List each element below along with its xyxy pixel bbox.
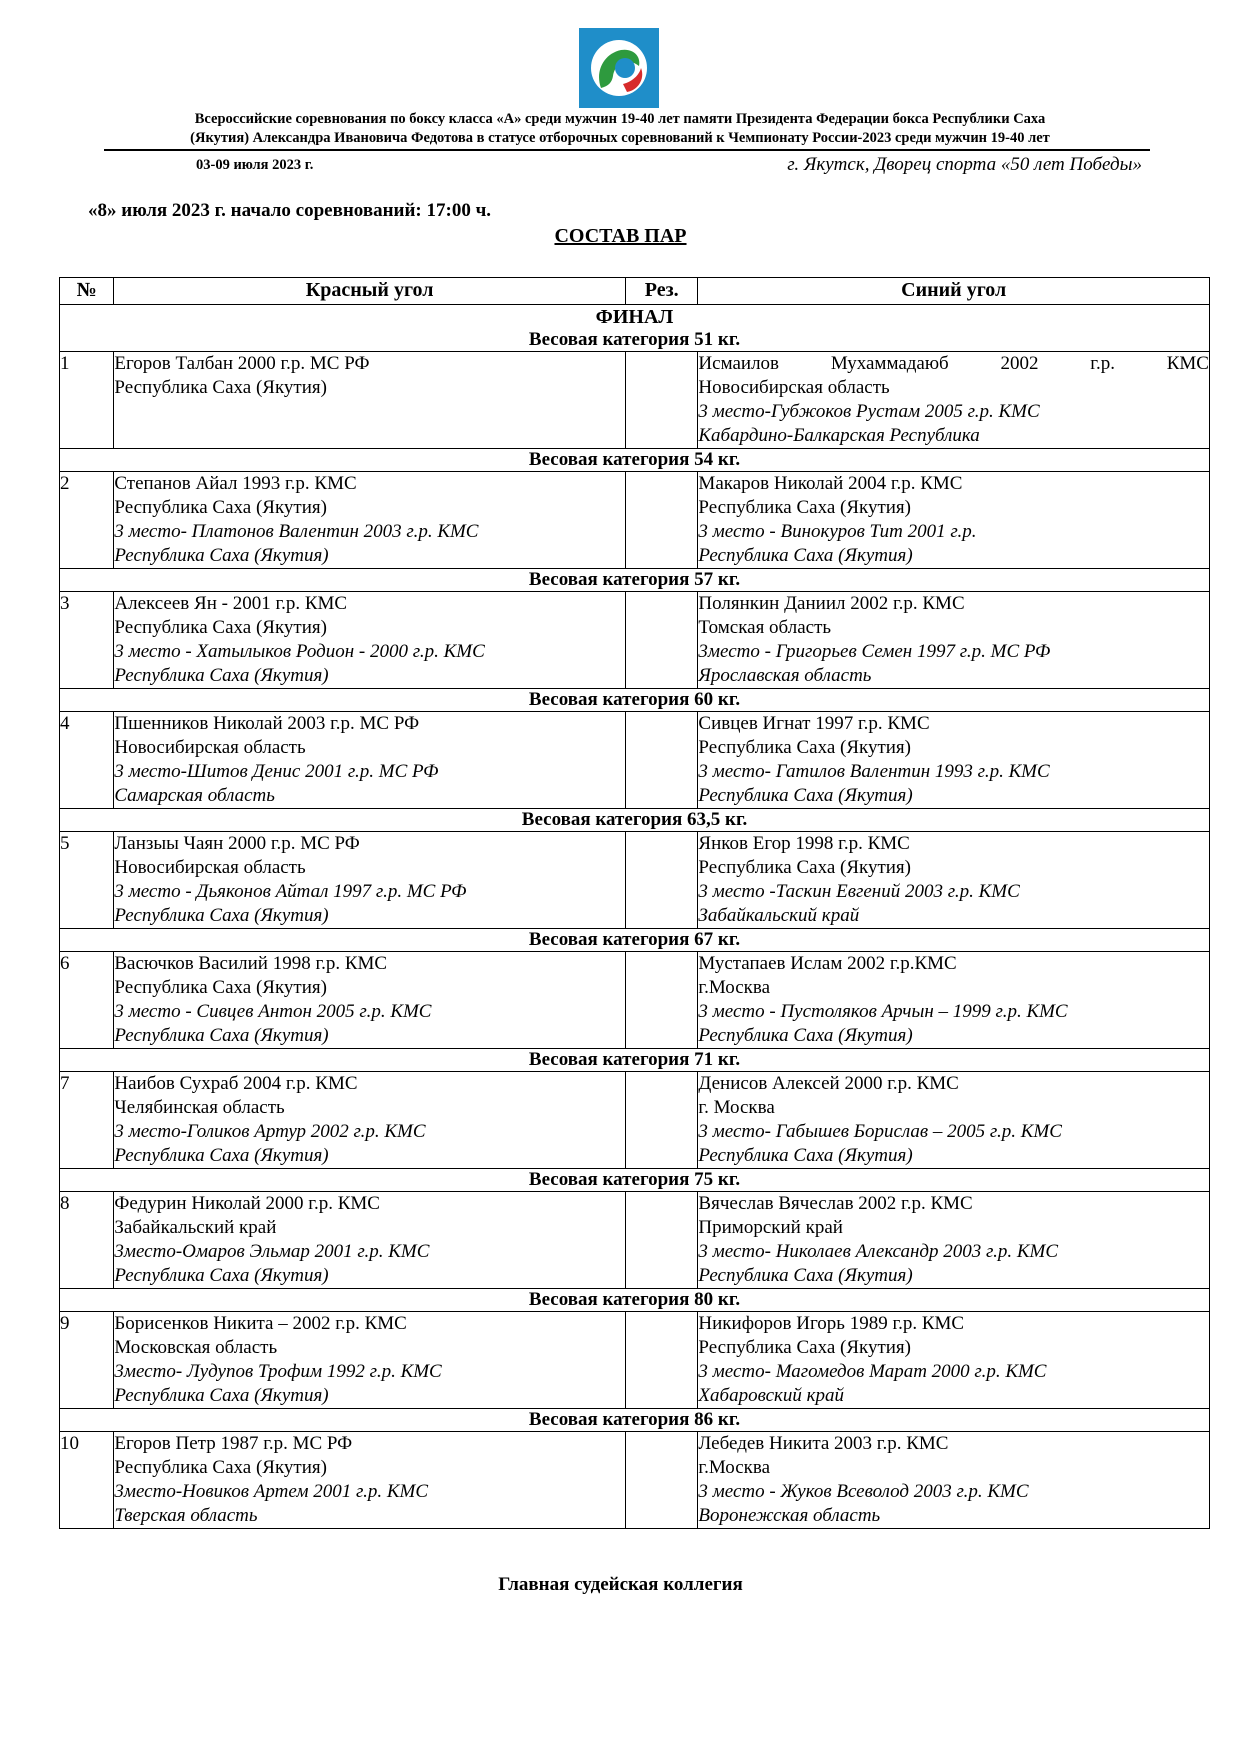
weight-category-row [60,329,1210,352]
red-corner-boxer-line: Егоров Талбан 2000 г.р. МС РФ [114,353,370,374]
result-cell[interactable] [625,952,698,1049]
blue-corner-boxer-line: Янков Егор 1998 г.р. КМС [698,833,910,854]
blue-corner-cell [698,1312,1210,1409]
competition-dates: 03-09 июля 2023 г. [196,157,314,173]
blue-corner-boxer-line: Сивцев Игнат 1997 г.р. КМС [698,713,930,734]
weight-category-row [60,1409,1210,1432]
red-corner-boxer-line: Васючков Василий 1998 г.р. КМС [114,953,388,974]
blue-corner-cell [698,1072,1210,1169]
red-corner-third-place-line: Самарская область [114,785,275,806]
red-corner-boxer-line: Республика Саха (Якутия) [114,497,327,518]
red-corner-third-place-line: 3 место - Дьяконов Айтал 1997 г.р. МС РФ [114,881,467,902]
blue-corner-boxer-line: Республика Саха (Якутия) [698,857,912,878]
competition-title [100,110,1140,148]
bout-row [60,952,1210,1049]
stage-row [60,305,1210,330]
blue-corner-third-place-line: 3 место- Магомедов Марат 2000 г.р. КМС [698,1361,1047,1382]
weight-category-row [60,689,1210,712]
blue-corner-boxer-line: Мустапаев Ислам 2002 г.р.КМС [698,953,957,974]
bout-number: 10 [60,1432,114,1529]
competition-title-line1: Всероссийские соревнования по боксу класса «А» среди мужчин 19-40 лет памяти Президента Федерации бокса Республики Саха [194,111,1046,127]
red-corner-cell [114,592,626,689]
weight-category-row [60,569,1210,592]
bout-number: 9 [60,1312,114,1409]
red-corner-cell [114,1312,626,1409]
weight-category-label: Весовая категория 57 кг. [60,569,1210,592]
red-corner-boxer-line: Республика Саха (Якутия) [114,1457,327,1478]
blue-corner-third-place-line: 3 место- Гатилов Валентин 1993 г.р. КМС [698,761,1050,782]
red-corner-third-place-line: Тверская область [114,1505,258,1526]
red-corner-third-place-line: Республика Саха (Якутия) [114,905,329,926]
weight-category-label: Весовая категория 67 кг. [60,929,1210,952]
bout-number: 6 [60,952,114,1049]
header-number: № [60,278,114,305]
chief-judges-panel: Главная судейская коллегия [498,1574,743,1595]
bout-number: 5 [60,832,114,929]
red-corner-boxer-line: Егоров Петр 1987 г.р. МС РФ [114,1433,353,1454]
weight-category-row [60,1289,1210,1312]
bout-row [60,832,1210,929]
weight-category-row [60,1049,1210,1072]
red-corner-boxer-line: Федурин Николай 2000 г.р. КМС [114,1193,380,1214]
blue-corner-third-place-line: 3 место- Николаев Александр 2003 г.р. КМС [698,1241,1059,1262]
red-corner-boxer-line: Республика Саха (Якутия) [114,977,327,998]
blue-corner-third-place-line: 3 место-Губжоков Рустам 2005 г.р. КМС [698,401,1040,422]
bout-row [60,472,1210,569]
red-corner-boxer-line: Алексеев Ян - 2001 г.р. КМС [114,593,348,614]
red-corner-boxer-line: Челябинская область [114,1097,285,1118]
bout-number: 3 [60,592,114,689]
weight-category-label: Весовая категория 51 кг. [60,329,1210,352]
result-cell[interactable] [625,352,698,449]
weight-category-label: Весовая категория 54 кг. [60,449,1210,472]
red-corner-third-place-line: 3 место-Шитов Денис 2001 г.р. МС РФ [114,761,439,782]
weight-category-label: Весовая категория 71 кг. [60,1049,1210,1072]
blue-corner-boxer-line: Денисов Алексей 2000 г.р. КМС [698,1073,959,1094]
header-divider [104,149,1150,151]
header-red-corner: Красный угол [114,278,626,305]
red-corner-cell [114,832,626,929]
bout-number: 7 [60,1072,114,1169]
red-corner-boxer-line: Борисенков Никита – 2002 г.р. КМС [114,1313,407,1334]
blue-corner-boxer-line: Никифоров Игорь 1989 г.р. КМС [698,1313,965,1334]
blue-corner-third-place-line: Республика Саха (Якутия) [698,1265,913,1286]
red-corner-boxer-line: Наибов Сухраб 2004 г.р. КМС [114,1073,358,1094]
red-corner-cell [114,1432,626,1529]
weight-category-row [60,1169,1210,1192]
header-blue-corner: Синий угол [698,278,1210,305]
red-corner-third-place-line: 3место-Новиков Артем 2001 г.р. КМС [114,1481,428,1502]
blue-corner-third-place-line: Республика Саха (Якутия) [698,545,913,566]
red-corner-third-place-line: 3место- Лудупов Трофим 1992 г.р. КМС [114,1361,442,1382]
bout-row [60,1192,1210,1289]
bout-number: 1 [60,352,114,449]
blue-corner-boxer-line: Республика Саха (Якутия) [698,737,912,758]
red-corner-third-place-line: Республика Саха (Якутия) [114,545,329,566]
blue-corner-third-place-line: 3 место -Таскин Евгений 2003 г.р. КМС [698,881,1020,902]
bout-row [60,1312,1210,1409]
blue-corner-cell [698,592,1210,689]
red-corner-cell [114,472,626,569]
blue-corner-boxer-word: Мухаммадаюб [830,353,949,374]
blue-corner-cell [698,952,1210,1049]
blue-corner-cell [698,712,1210,809]
weight-category-label: Весовая категория 86 кг. [60,1409,1210,1432]
blue-corner-boxer-word: 2002 [1000,353,1039,374]
red-corner-boxer-line: Новосибирская область [114,737,306,758]
federation-logo [579,28,659,108]
blue-corner-third-place-line: Воронежская область [698,1505,881,1526]
blue-corner-cell [698,1192,1210,1289]
weight-category-row [60,809,1210,832]
blue-corner-cell [698,1432,1210,1529]
blue-corner-boxer-line: Лебедев Никита 2003 г.р. КМС [698,1433,949,1454]
blue-corner-boxer-line: Макаров Николай 2004 г.р. КМС [698,473,963,494]
red-corner-boxer-line: Новосибирская область [114,857,306,878]
weight-category-label: Весовая категория 60 кг. [60,689,1210,712]
blue-corner-third-place-line: Республика Саха (Якутия) [698,785,913,806]
header-result: Рез. [625,278,698,305]
blue-corner-cell [698,352,1210,449]
bout-number: 2 [60,472,114,569]
blue-corner-cell [698,832,1210,929]
pairs-table [59,277,1210,1529]
blue-corner-third-place-line: Республика Саха (Якутия) [698,1145,913,1166]
result-cell[interactable] [625,592,698,689]
blue-corner-boxer-line: Томская область [698,617,832,638]
red-corner-boxer-line: Республика Саха (Якутия) [114,377,327,398]
red-corner-cell [114,712,626,809]
result-cell[interactable] [625,472,698,569]
competition-venue: г. Якутск, Дворец спорта «50 лет Победы» [787,154,1142,175]
red-corner-third-place-line: 3 место-Голиков Артур 2002 г.р. КМС [114,1121,426,1142]
blue-corner-third-place-line: 3 место - Пустоляков Арчын – 1999 г.р. КМС [698,1001,1068,1022]
blue-corner-third-place-line: Хабаровский край [698,1385,845,1406]
blue-corner-boxer-line: Республика Саха (Якутия) [698,497,912,518]
day-start-time: «8» июля 2023 г. начало соревнований: 17:00 ч. [88,200,492,221]
red-corner-third-place-line: Республика Саха (Якутия) [114,1145,329,1166]
red-corner-boxer-line: Республика Саха (Якутия) [114,617,327,638]
red-corner-boxer-line: Московская область [114,1337,278,1358]
bout-row [60,712,1210,809]
blue-corner-boxer-line: г.Москва [698,1457,771,1478]
blue-corner-third-place-line: 3 место - Жуков Всеволод 2003 г.р. КМС [698,1481,1029,1502]
competition-title-line2: (Якутия) Александра Ивановича Федотова в статусе отборочных соревнований к Чемпионату России-2023 среди мужчин 19-40 лет [190,130,1050,146]
weight-category-row [60,929,1210,952]
blue-corner-boxer-word: КМС [1166,353,1209,374]
blue-corner-third-place-line: 3место - Григорьев Семен 1997 г.р. МС РФ [698,641,1051,662]
result-cell[interactable] [625,1072,698,1169]
blue-corner-boxer-line: г.Москва [698,977,771,998]
blue-corner-boxer-line: Республика Саха (Якутия) [698,1337,912,1358]
red-corner-boxer-line: Забайкальский край [114,1217,277,1238]
table-header-row [60,278,1210,305]
blue-corner-boxer-line: г. Москва [698,1097,775,1118]
red-corner-cell [114,952,626,1049]
bout-number: 8 [60,1192,114,1289]
document-title: СОСТАВ ПАР [554,225,687,247]
red-corner-third-place-line: Республика Саха (Якутия) [114,1265,329,1286]
blue-corner-boxer-line: Новосибирская область [698,377,890,398]
blue-corner-boxer-word: г.р. [1090,353,1115,374]
red-corner-cell [114,1192,626,1289]
result-cell[interactable] [625,1312,698,1409]
red-corner-third-place-line: Республика Саха (Якутия) [114,1385,329,1406]
red-corner-boxer-line: Пшенников Николай 2003 г.р. МС РФ [114,713,420,734]
result-cell[interactable] [625,1432,698,1529]
blue-corner-third-place-line: Кабардино-Балкарская Республика [698,425,980,446]
blue-corner-boxer-word: Исмаилов [698,353,780,374]
result-cell[interactable] [625,1192,698,1289]
red-corner-third-place-line: 3 место - Сивцев Антон 2005 г.р. КМС [114,1001,432,1022]
red-corner-cell [114,1072,626,1169]
red-corner-boxer-line: Ланзыы Чаян 2000 г.р. МС РФ [114,833,360,854]
red-corner-third-place-line: 3место-Омаров Эльмар 2001 г.р. КМС [114,1241,430,1262]
red-corner-third-place-line: 3 место - Хатылыков Родион - 2000 г.р. КМС [114,641,485,662]
weight-category-row [60,449,1210,472]
blue-corner-third-place-line: Республика Саха (Якутия) [698,1025,913,1046]
blue-corner-boxer-line: Приморский край [698,1217,843,1238]
boxing-federation-emblem-icon [579,28,659,108]
blue-corner-boxer-line: Вячеслав Вячеслав 2002 г.р. КМС [698,1193,973,1214]
result-cell[interactable] [625,832,698,929]
weight-category-label: Весовая категория 63,5 кг. [60,809,1210,832]
blue-corner-third-place-line: 3 место- Габышев Борислав – 2005 г.р. КМС [698,1121,1062,1142]
blue-corner-boxer-line: Полянкин Даниил 2002 г.р. КМС [698,593,965,614]
bout-number: 4 [60,712,114,809]
blue-corner-cell [698,472,1210,569]
red-corner-third-place-line: Республика Саха (Якутия) [114,665,329,686]
bout-row [60,1432,1210,1529]
result-cell[interactable] [625,712,698,809]
blue-corner-third-place-line: 3 место - Винокуров Тит 2001 г.р. [698,521,977,542]
blue-corner-third-place-line: Забайкальский край [698,905,860,926]
bout-row [60,352,1210,449]
weight-category-label: Весовая категория 75 кг. [60,1169,1210,1192]
weight-category-label: Весовая категория 80 кг. [60,1289,1210,1312]
stage-label: ФИНАЛ [60,305,1210,330]
red-corner-cell [114,352,626,449]
bout-row [60,592,1210,689]
blue-corner-boxer-line [698,352,1209,376]
bout-row [60,1072,1210,1169]
blue-corner-third-place-line: Ярославская область [698,665,872,686]
red-corner-third-place-line: Республика Саха (Якутия) [114,1025,329,1046]
red-corner-third-place-line: 3 место- Платонов Валентин 2003 г.р. КМС [114,521,479,542]
red-corner-boxer-line: Степанов Айал 1993 г.р. КМС [114,473,357,494]
